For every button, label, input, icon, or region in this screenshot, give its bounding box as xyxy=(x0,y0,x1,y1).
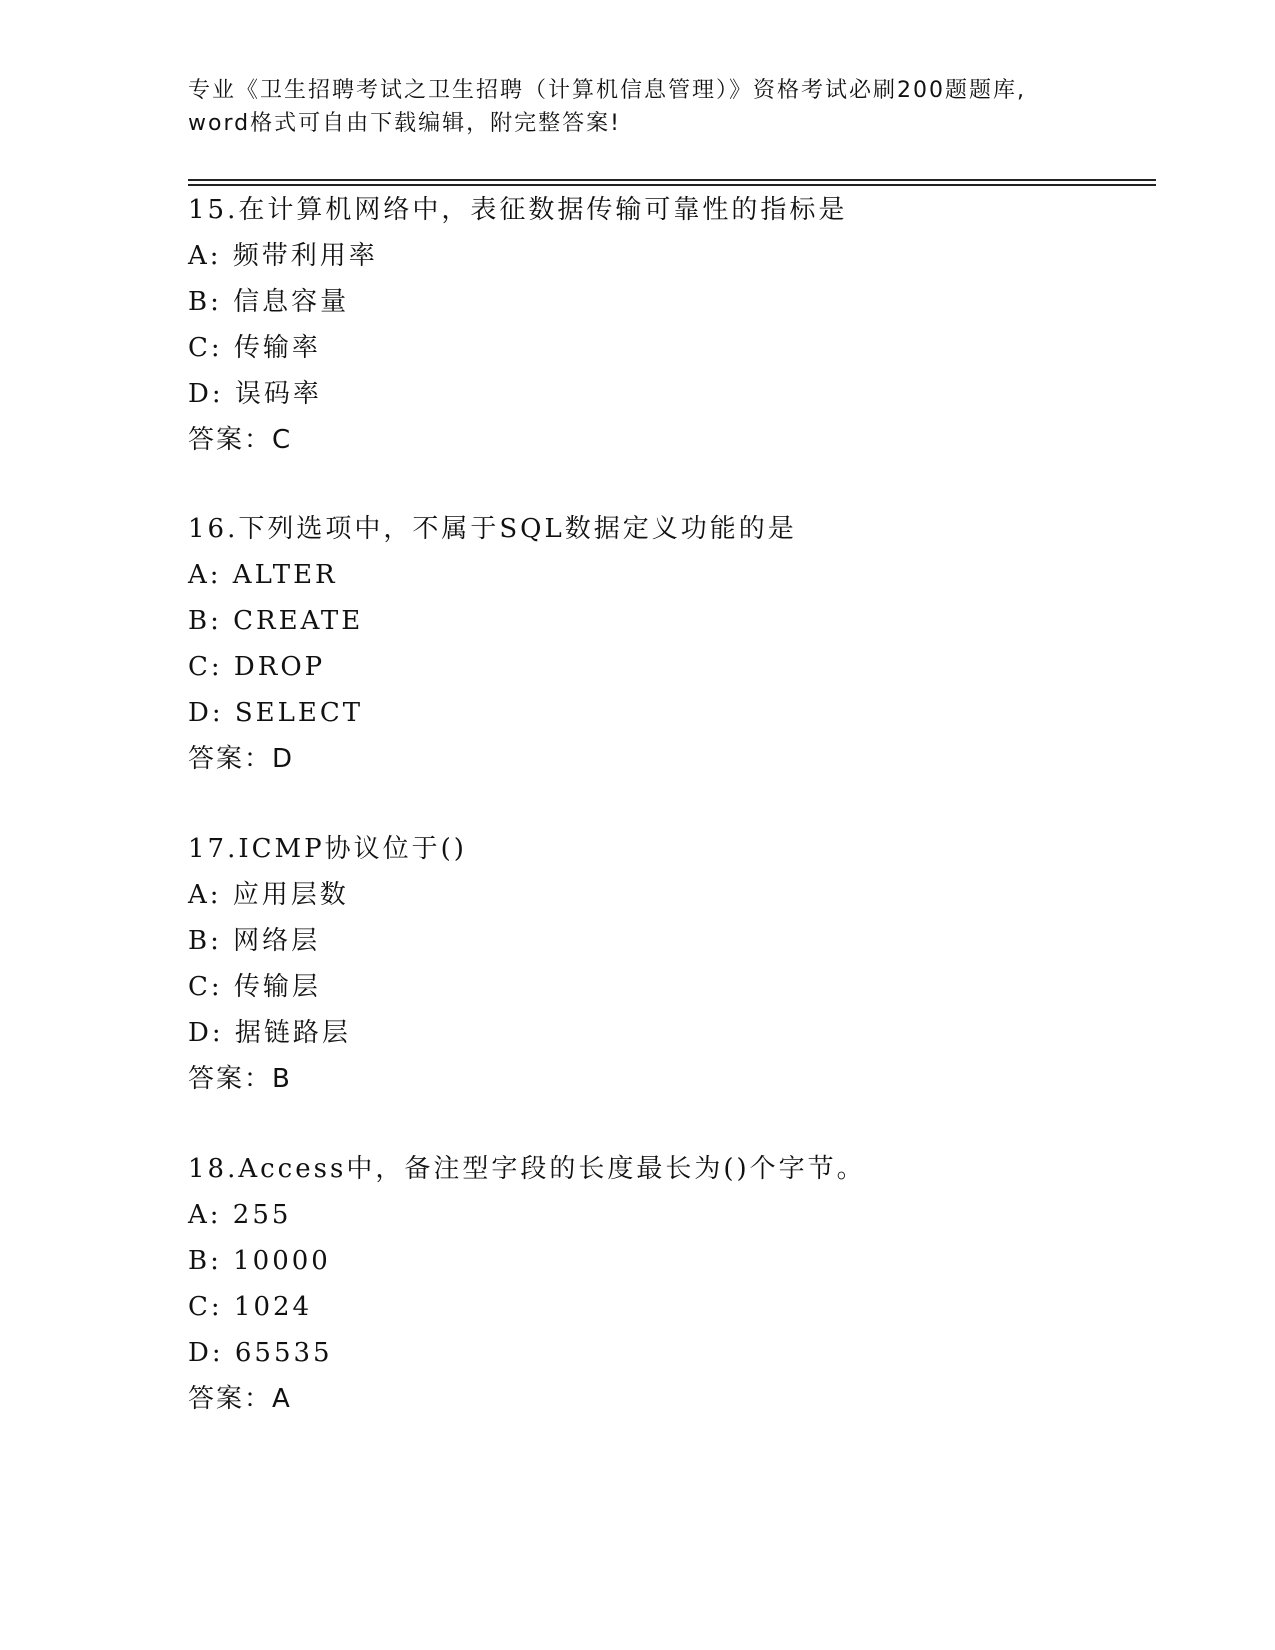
option-c: C: DROP xyxy=(188,652,326,682)
question-stem: 16.下列选项中，不属于SQL数据定义功能的是 xyxy=(188,514,797,544)
option-d: D: SELECT xyxy=(188,698,364,728)
option-b: B: 10000 xyxy=(188,1246,331,1276)
question-stem: 18.Access中，备注型字段的长度最长为()个字节。 xyxy=(188,1154,866,1184)
question-16 xyxy=(188,506,1148,782)
question-18 xyxy=(188,1146,1148,1422)
answer: 答案：C xyxy=(188,425,293,455)
answer: 答案：B xyxy=(188,1064,292,1094)
option-b: B: CREATE xyxy=(188,606,364,636)
option-d: D: 据链路层 xyxy=(188,1018,351,1048)
header-line-2: word格式可自由下载编辑，附完整答案! xyxy=(188,111,621,136)
option-a: A: 频带利用率 xyxy=(188,241,378,271)
option-c: C: 1024 xyxy=(188,1292,313,1322)
option-c: C: 传输率 xyxy=(188,333,321,363)
header-line-1: 专业《卫生招聘考试之卫生招聘（计算机信息管理）》资格考试必刷200题题库, xyxy=(188,78,1026,103)
option-d: D: 误码率 xyxy=(188,379,322,409)
answer: 答案：A xyxy=(188,1384,292,1414)
option-d: D: 65535 xyxy=(188,1338,333,1368)
option-a: A: 255 xyxy=(188,1200,292,1230)
option-b: B: 网络层 xyxy=(188,926,321,956)
document-header xyxy=(188,74,1088,140)
question-17 xyxy=(188,826,1148,1102)
answer: 答案：D xyxy=(188,744,295,774)
option-c: C: 传输层 xyxy=(188,972,321,1002)
option-a: A: ALTER xyxy=(188,560,338,590)
header-divider-top xyxy=(188,179,1156,181)
header-divider-bottom xyxy=(188,184,1156,186)
question-stem: 17.ICMP协议位于() xyxy=(188,834,467,864)
question-stem: 15.在计算机网络中，表征数据传输可靠性的指标是 xyxy=(188,195,848,225)
option-a: A: 应用层数 xyxy=(188,880,349,910)
question-15 xyxy=(188,187,1148,463)
option-b: B: 信息容量 xyxy=(188,287,350,317)
